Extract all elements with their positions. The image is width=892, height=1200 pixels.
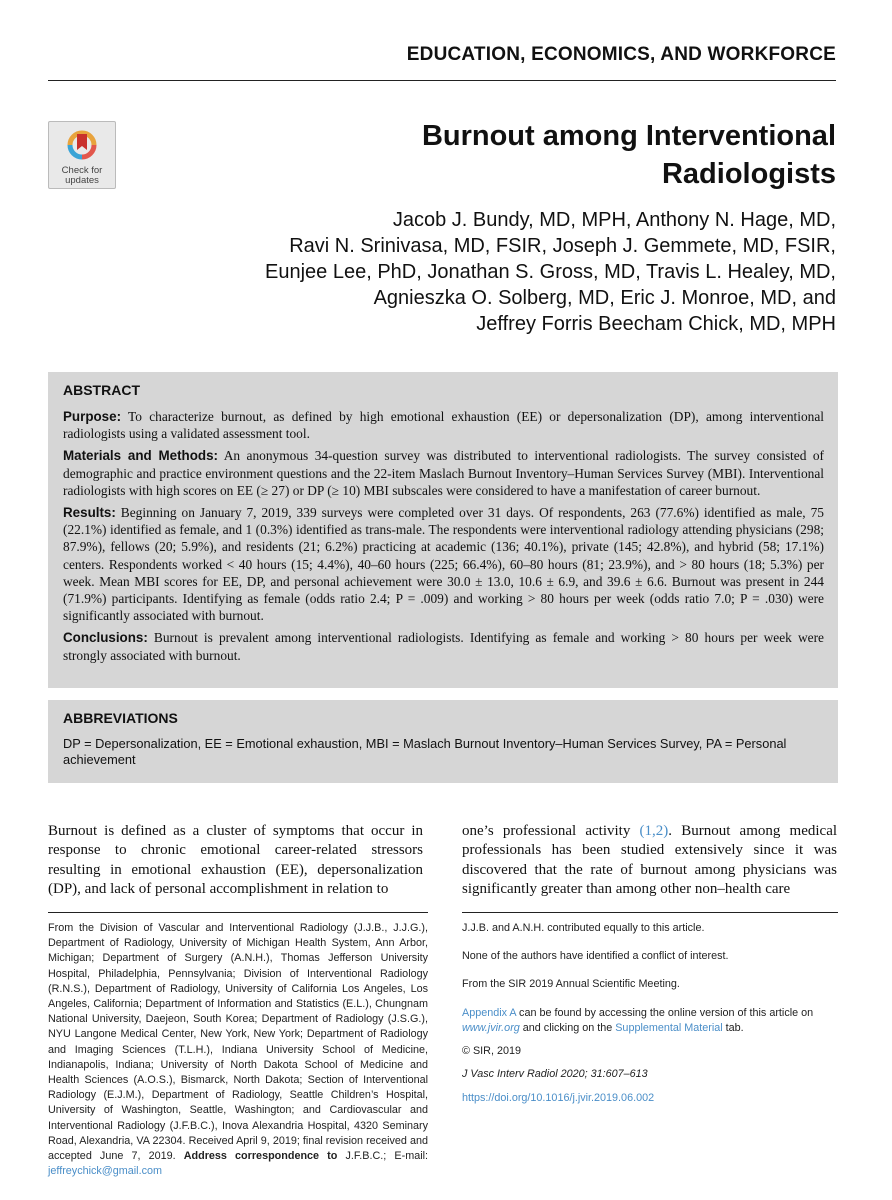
badge-label: Check for updates xyxy=(61,165,103,186)
citation-link[interactable]: (1,2) xyxy=(639,823,669,839)
author-line: Agnieszka O. Solberg, MD, Eric J. Monroe, MD, and xyxy=(373,287,836,309)
check-for-updates-badge[interactable] xyxy=(48,121,116,189)
abstract-conclusions: Conclusions: Burnout is prevalent among interventional radiologists. Identifying as female and working > 80 hours per week were strongly associated with burnout. xyxy=(63,630,824,663)
correspondence-label: Address correspondence to xyxy=(183,1150,338,1163)
abstract-heading: ABSTRACT xyxy=(63,382,140,398)
appendix-link[interactable]: Appendix A xyxy=(462,1007,517,1019)
appendix-note: Appendix A can be found by accessing the online version of this article on www.jvir.org and clicking on the Supplemental Material tab. xyxy=(462,1007,814,1034)
abbreviations-heading: ABBREVIATIONS xyxy=(63,710,178,726)
conflict-note: None of the authors have identified a conflict of interest. xyxy=(462,950,729,962)
footnote-rule-left xyxy=(48,912,428,913)
author-line: Jeffrey Forris Beecham Chick, MD, MPH xyxy=(476,313,836,335)
affiliations-footnote: From the Division of Vascular and Interventional Radiology (J.J.B., J.J.G.), Department of Radiology, University of Michigan Health System, Ann Arbor, Michigan; Department of Surgery (A.N.H.), Thomas Jefferson University Hospital, Philadelphia, Pennsylvania; Division of Interventional Radiology (R.N.S.), Department of Radiology, University of California Los Angeles, Los Angeles, California; Department of Information and Statistics (E.L.), Chungnam National University, Daejeon, South Korea; Department of Radiology (J.S.G.), NYU Langone Medical Center, New York, New York; Department of Radiology and Imaging Sciences (T.L.H.), Indiana University School of Medicine, Indianapolis, Indiana; University of North Dakota School of Medicine and Health Sciences (A.O.S.), Bismarck, North Dakota; Section of Interventional Radiology (E.J.M.), Department of Radiology, Seattle Children’s Hospital, University of Washington, Seattle, Washington; and Cardiovascular and Interventional Radiology (J.F.B.C.), Inova Alexandria Hospital, 4320 Seminary Road, Alexandria, VA 22304. Received April 9, 2019; final revision received and accepted June 7, 2019. Address correspondence to J.F.B.C.; E-mail: jeffreychick@gmail.com xyxy=(48,922,429,1178)
journal-citation: J Vasc Interv Radiol 2020; 31:607–613 xyxy=(462,1068,648,1080)
copyright-note: © SIR, 2019 xyxy=(462,1045,521,1057)
article-title: Burnout among Interventional Radiologists xyxy=(421,120,836,190)
body-text-left: Burnout is defined as a cluster of symptoms that occur in response to chronic emotional career-related stressors resulting in emotional exhaustion (EE), depersonalization (DP), and lack of personal accomplishment in relation to xyxy=(48,823,423,897)
footnote-rule-right xyxy=(462,912,838,913)
supplemental-link[interactable]: Supplemental Material xyxy=(615,1021,723,1034)
abstract-methods: Materials and Methods: An anonymous 34-question survey was distributed to interventional radiologists. The survey consisted of demographic and practice environment questions and the 22-item Maslach Burnout Inventory–Human Services Survey (MBI). Interventional radiologists with high scores on EE (≥ 27) or DP (≥ 10) MBI subscales were considered to have a manifestation of career burnout. xyxy=(63,448,824,498)
crossmark-icon xyxy=(65,128,99,164)
abstract-purpose: Purpose: To characterize burnout, as defined by high emotional exhaustion (EE) or depersonalization (DP), among interventional radiologists using a validated assessment tool. xyxy=(63,409,825,442)
author-line: Eunjee Lee, PhD, Jonathan S. Gross, MD, Travis L. Healey, MD, xyxy=(265,261,836,283)
journal-site-link[interactable]: www.jvir.org xyxy=(462,1021,520,1034)
author-line: Jacob J. Bundy, MD, MPH, Anthony N. Hage, MD, xyxy=(392,209,836,231)
abbreviations-text: DP = Depersonalization, EE = Emotional exhaustion, MBI = Maslach Burnout Inventory–Human Services Survey, PA = Personal achievement xyxy=(63,736,787,767)
email-link[interactable]: jeffreychick@gmail.com xyxy=(48,1165,162,1178)
meeting-note: From the SIR 2019 Annual Scientific Meeting. xyxy=(462,978,680,990)
abbreviations-box xyxy=(48,700,838,783)
doi-link[interactable]: https://doi.org/10.1016/j.jvir.2019.06.002 xyxy=(462,1092,655,1104)
contrib-note: J.J.B. and A.N.H. contributed equally to this article. xyxy=(462,922,705,934)
abstract-box xyxy=(48,372,838,688)
header-rule xyxy=(48,80,836,81)
abstract-results: Results: Beginning on January 7, 2019, 339 surveys were completed over 31 days. Of respondents, 263 (77.6%) identified as male, 75 (22.1%) identified as female, and 1 (0.3%) identified as trans-male. The respondents were interventional radiology attending physicians (298; 87.9%), fellows (20; 5.9%), and residents (21; 6.2%) practicing at academic (136; 40.1%), private (145; 42.8%), and hybrid (58; 17.1%) centers. Respondents worked < 40 hours (15; 4.4%), 40–60 hours (225; 66.4%), 60–80 hours (81; 23.9%), and > 80 hours (18; 5.3%) per week. Mean MBI scores for EE, DP, and personal achievement were 30.0 ± 13.0, 10.6 ± 6.9, and 39.6 ± 6.6. Burnout was present in 244 (71.9%) participants. Identifying as female (odds ratio 2.4; P = .009) and working > 80 hours per week (odds ratio 7.0; P = .030) were significantly associated with burnout. xyxy=(63,505,824,624)
author-list xyxy=(116,207,836,337)
body-text-right: one’s professional activity (1,2). Burnout among medical professionals has been studied extensively since it was discovered that the rate of burnout among physicians was significantly greater than among other non–health care xyxy=(462,823,838,897)
author-line: Ravi N. Srinivasa, MD, FSIR, Joseph J. Gemmete, MD, FSIR, xyxy=(289,235,836,257)
section-label: EDUCATION, ECONOMICS, AND WORKFORCE xyxy=(406,44,836,65)
